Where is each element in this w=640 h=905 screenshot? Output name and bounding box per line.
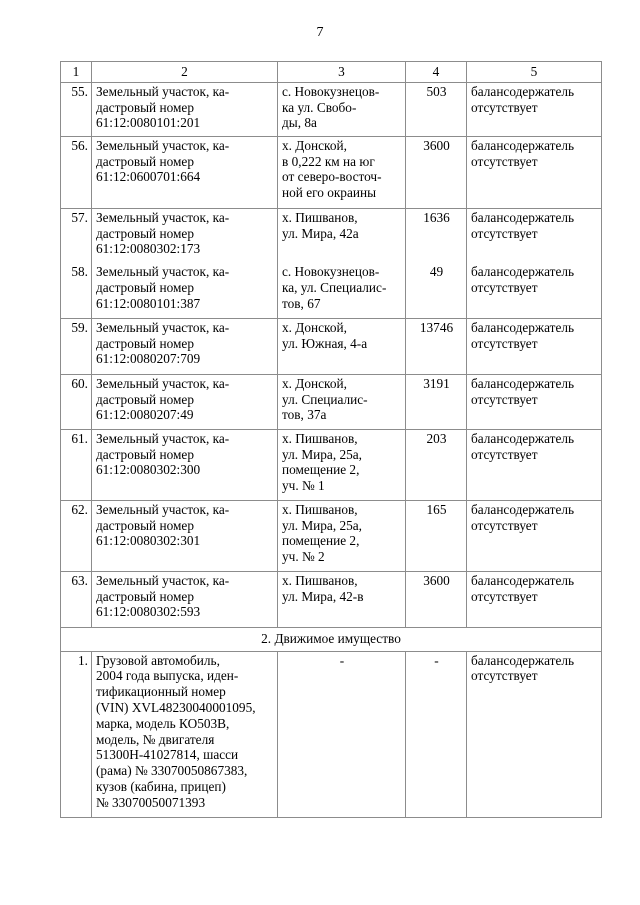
property-name: Земельный участок, ка- дастровый номер 61:12:0080207:49: [92, 374, 278, 429]
table-row: [61, 136, 602, 208]
property-holder: балансодержатель отсутствует: [467, 651, 602, 817]
table-row: [61, 82, 602, 136]
property-name: Земельный участок, ка- дастровый номер 61:12:0080302:593: [92, 571, 278, 627]
property-address: х. Пишванов, ул. Мира, 42а: [278, 208, 406, 263]
property-holder: балансодержатель отсутствует: [467, 208, 602, 263]
property-area: 165: [406, 500, 467, 571]
row-number: 62.: [61, 500, 92, 571]
property-area: -: [406, 651, 467, 817]
property-area: 3600: [406, 136, 467, 208]
property-holder: балансодержатель отсутствует: [467, 374, 602, 429]
row-number: 59.: [61, 318, 92, 374]
property-area: 3191: [406, 374, 467, 429]
property-holder: балансодержатель отсутствует: [467, 82, 602, 136]
property-holder: балансодержатель отсутствует: [467, 136, 602, 208]
property-area: 3600: [406, 571, 467, 627]
column-number: 1: [61, 62, 92, 83]
property-name: Земельный участок, ка- дастровый номер 61:12:0080207:709: [92, 318, 278, 374]
property-registry-table: [60, 61, 602, 818]
property-address: с. Новокузнецов- ка, ул. Специалис- тов, 67: [278, 263, 406, 318]
table-row: [61, 318, 602, 374]
row-number: 63.: [61, 571, 92, 627]
table-row: [61, 263, 602, 318]
property-address: х. Донской, ул. Южная, 4-а: [278, 318, 406, 374]
property-address: х. Пишванов, ул. Мира, 42-в: [278, 571, 406, 627]
row-number: 56.: [61, 136, 92, 208]
section-title: 2. Движимое имущество: [61, 627, 602, 651]
row-number: 55.: [61, 82, 92, 136]
column-number: 5: [467, 62, 602, 83]
property-holder: балансодержатель отсутствует: [467, 263, 602, 318]
property-name: Земельный участок, ка- дастровый номер 61:12:0080302:301: [92, 500, 278, 571]
property-area: 503: [406, 82, 467, 136]
property-name: Грузовой автомобиль, 2004 года выпуска, иден- тификационный номер (VIN) XVL48230040001095, марка, модель КО503В, модель, № двигателя 51300Н-41027814, шасси (рама) № 33070050867383, кузов (кабина, прицеп) № 33070050071393: [92, 651, 278, 817]
property-address: с. Новокузнецов- ка ул. Свобо- ды, 8а: [278, 82, 406, 136]
page-number: 7: [316, 25, 324, 40]
column-number-row: [61, 62, 602, 83]
table-row: [61, 374, 602, 429]
row-number: 58.: [61, 263, 92, 318]
column-number: 3: [278, 62, 406, 83]
property-area: 49: [406, 263, 467, 318]
column-number: 2: [92, 62, 278, 83]
property-address: -: [278, 651, 406, 817]
column-number: 4: [406, 62, 467, 83]
property-name: Земельный участок, ка- дастровый номер 61:12:0080302:300: [92, 429, 278, 500]
property-holder: балансодержатель отсутствует: [467, 571, 602, 627]
property-address: х. Пишванов, ул. Мира, 25а, помещение 2, уч. № 2: [278, 500, 406, 571]
property-address: х. Пишванов, ул. Мира, 25а, помещение 2, уч. № 1: [278, 429, 406, 500]
property-area: 1636: [406, 208, 467, 263]
table-row: [61, 500, 602, 571]
property-holder: балансодержатель отсутствует: [467, 500, 602, 571]
row-number: 61.: [61, 429, 92, 500]
property-name: Земельный участок, ка- дастровый номер 61:12:0080101:387: [92, 263, 278, 318]
property-area: 13746: [406, 318, 467, 374]
section-row: [61, 627, 602, 651]
property-name: Земельный участок, ка- дастровый номер 61:12:0080101:201: [92, 82, 278, 136]
table-row: [61, 651, 602, 817]
row-number: 57.: [61, 208, 92, 263]
table-row: [61, 208, 602, 263]
table-row: [61, 429, 602, 500]
property-name: Земельный участок, ка- дастровый номер 61:12:0080302:173: [92, 208, 278, 263]
table-row: [61, 571, 602, 627]
row-number: 1.: [61, 651, 92, 817]
property-address: х. Донской, в 0,222 км на юг от северо-восточ- ной его окраины: [278, 136, 406, 208]
property-area: 203: [406, 429, 467, 500]
property-address: х. Донской, ул. Специалис- тов, 37а: [278, 374, 406, 429]
property-holder: балансодержатель отсутствует: [467, 429, 602, 500]
row-number: 60.: [61, 374, 92, 429]
property-holder: балансодержатель отсутствует: [467, 318, 602, 374]
property-name: Земельный участок, ка- дастровый номер 61:12:0600701:664: [92, 136, 278, 208]
